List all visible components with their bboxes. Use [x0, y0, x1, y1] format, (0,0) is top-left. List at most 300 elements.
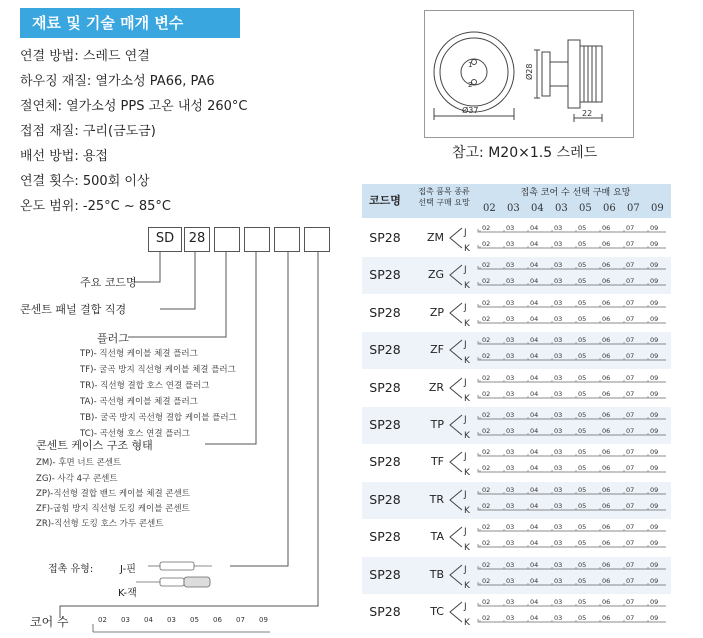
core-option: 04 [530, 261, 539, 270]
spec-wiring: 배선 방법: 용접 [20, 149, 108, 164]
row-options [446, 482, 671, 519]
plug-item: TA)- 곡선형 케이블 체결 플러그 [80, 397, 198, 407]
core-number: 02 [98, 616, 107, 624]
core-option: 06 [602, 523, 611, 532]
core-option: 06 [602, 224, 611, 232]
header-core-number: 02 [483, 203, 496, 214]
row-options [446, 519, 671, 556]
core-option: 02 [482, 485, 491, 494]
contact-k-label: K [464, 318, 470, 329]
core-option: 03 [506, 314, 515, 323]
core-option: 09 [650, 576, 659, 585]
row-type: TR [429, 492, 444, 506]
core-option: 03 [506, 240, 515, 248]
core-option: 07 [626, 427, 635, 435]
thread-note: 참고: M20×1.5 스레드 [452, 145, 598, 161]
core-option: 03 [554, 336, 563, 345]
core-option: 03 [554, 501, 563, 510]
core-option: 07 [626, 224, 635, 232]
row-type: TB [429, 567, 444, 581]
spec-insulator: 절연체: 열가소성 PPS 고온 내성 260°C [20, 99, 248, 114]
core-option: 09 [650, 614, 659, 622]
row-type: ZP [429, 305, 444, 319]
core-option: 04 [530, 389, 539, 398]
core-option: 05 [578, 598, 587, 606]
core-option: 04 [530, 352, 539, 361]
core-option: 02 [482, 336, 491, 345]
core-option: 05 [578, 448, 587, 457]
core-option: 04 [530, 224, 539, 232]
core-option: 07 [626, 389, 635, 398]
core-option: 02 [482, 224, 491, 232]
core-option: 03 [506, 485, 515, 494]
dim-length: 22 [582, 109, 593, 118]
core-option: 04 [530, 277, 539, 286]
core-option: 09 [650, 427, 659, 435]
contact-j-label: J [464, 302, 467, 313]
row-code: SP28 [369, 529, 401, 545]
core-option: 09 [650, 501, 659, 510]
core-option: 09 [650, 336, 659, 345]
core-option: 05 [578, 224, 587, 232]
core-option: 06 [602, 314, 611, 323]
table-row [362, 557, 671, 594]
core-option: 06 [602, 448, 611, 457]
core-option: 03 [506, 336, 515, 345]
row-code: SP28 [369, 454, 401, 470]
core-option: 02 [482, 411, 491, 419]
core-option: 05 [578, 576, 587, 585]
bracket-icon [450, 602, 462, 622]
core-option: 03 [554, 352, 563, 361]
pin-label: 1 [468, 61, 473, 69]
core-option: 09 [650, 523, 659, 532]
code-leader-lines [0, 0, 340, 638]
core-option: 02 [482, 261, 491, 270]
core-option: 05 [578, 298, 587, 307]
core-option: 04 [530, 298, 539, 307]
connector-drawing [424, 10, 634, 138]
contact-j-label: J [464, 527, 467, 538]
core-option: 03 [554, 389, 563, 398]
row-options [446, 370, 671, 407]
spec-cycles: 연결 횟수: 500회 이상 [20, 174, 150, 189]
core-option: 03 [554, 523, 563, 532]
socket-contact-icon [136, 577, 210, 587]
contact-j-label: J [464, 564, 467, 575]
contact-j-label: J [464, 602, 467, 612]
row-options [446, 295, 671, 332]
core-option: 05 [578, 411, 587, 419]
core-option: 02 [482, 539, 491, 548]
dim-inner-diameter: Ø28 [525, 63, 534, 80]
core-option: 05 [578, 240, 587, 248]
bracket-icon [450, 490, 462, 510]
table-row [362, 519, 671, 556]
core-option: 03 [554, 298, 563, 307]
core-option: 04 [530, 614, 539, 622]
core-option: 02 [482, 523, 491, 532]
core-option: 02 [482, 298, 491, 307]
bracket-icon [450, 265, 462, 285]
core-option: 02 [482, 427, 491, 435]
core-option: 03 [506, 448, 515, 457]
core-option: 05 [578, 539, 587, 548]
core-option: 04 [530, 314, 539, 323]
bracket-icon [450, 527, 462, 547]
core-number: 09 [259, 616, 268, 624]
contact-j-label: J [464, 415, 467, 425]
bracket-icon [450, 452, 462, 472]
core-option: 05 [578, 261, 587, 270]
socket-item: ZR)-직선형 도킹 호스 가두 콘센트 [36, 519, 164, 529]
core-option: 04 [530, 373, 539, 382]
header-core-number: 07 [627, 203, 640, 214]
pin-label: 2 [468, 81, 473, 89]
table-row [362, 407, 671, 444]
plug-item: TB)- 굴곡 방지 곡선형 결합 케이블 플러그 [80, 413, 237, 423]
code-box-diameter: 28 [184, 227, 210, 252]
core-option: 04 [530, 411, 539, 419]
row-code: SP28 [369, 566, 401, 582]
label-socket-type: 콘센트 케이스 구조 형태 [36, 439, 153, 452]
table-row [362, 482, 671, 519]
core-option: 03 [554, 314, 563, 323]
core-option: 09 [650, 485, 659, 494]
bracket-icon [450, 565, 462, 585]
label-core-count: 코어 수 [30, 615, 69, 629]
row-type: TC [430, 605, 444, 618]
core-option: 06 [602, 240, 611, 248]
core-option: 03 [506, 560, 515, 569]
core-option: 06 [602, 501, 611, 510]
core-option: 09 [650, 539, 659, 548]
core-option: 03 [554, 277, 563, 286]
core-option: 05 [578, 427, 587, 435]
core-option: 04 [530, 560, 539, 569]
core-option: 02 [482, 501, 491, 510]
core-option: 09 [650, 277, 659, 286]
row-code: SP28 [369, 304, 401, 320]
core-option: 06 [602, 261, 611, 270]
table-row [362, 257, 671, 294]
core-option: 09 [650, 464, 659, 473]
row-code: SP28 [369, 604, 401, 619]
core-option: 06 [602, 277, 611, 286]
core-option: 05 [578, 464, 587, 473]
contact-j-label: J [464, 265, 467, 276]
core-option: 03 [554, 427, 563, 435]
core-option: 06 [602, 427, 611, 435]
core-option: 07 [626, 560, 635, 569]
core-option: 04 [530, 427, 539, 435]
bracket-icon [450, 340, 462, 360]
core-option: 06 [602, 560, 611, 569]
core-option: 05 [578, 501, 587, 510]
core-option: 07 [626, 336, 635, 345]
spec-temperature: 온도 범위: -25°C ~ 85°C [20, 199, 171, 214]
core-option: 03 [506, 373, 515, 382]
core-option: 06 [602, 485, 611, 494]
socket-item: ZM)- 후면 너트 콘센트 [36, 458, 122, 468]
core-option: 03 [506, 298, 515, 307]
bracket-icon [450, 378, 462, 398]
row-type: ZG [427, 268, 444, 282]
core-option: 09 [650, 224, 659, 232]
core-option: 03 [554, 485, 563, 494]
core-option: 06 [602, 389, 611, 398]
core-option: 03 [506, 389, 515, 398]
label-main-code: 주요 코드명 [80, 276, 137, 289]
core-number: 03 [121, 616, 130, 624]
row-code: SP28 [369, 230, 401, 245]
header-core-number: 04 [531, 203, 544, 214]
contact-k-label: K [464, 468, 470, 479]
core-option: 04 [530, 485, 539, 494]
table-row [362, 332, 671, 369]
core-option: 02 [482, 598, 491, 606]
core-option: 07 [626, 576, 635, 585]
header-core-number: 06 [603, 203, 616, 214]
core-option: 07 [626, 352, 635, 361]
core-option: 03 [506, 411, 515, 419]
core-option: 07 [626, 485, 635, 494]
core-option: 09 [650, 560, 659, 569]
row-options [446, 332, 671, 369]
core-option: 05 [578, 485, 587, 494]
plug-item: TR)- 직선형 결합 호스 연결 플러그 [80, 381, 210, 391]
label-socket-contact: K-잭 [118, 588, 137, 599]
core-option: 04 [530, 576, 539, 585]
core-number: 03 [167, 616, 176, 624]
table-row [362, 295, 671, 332]
contact-k-label: K [464, 543, 470, 554]
core-option: 09 [650, 352, 659, 361]
core-option: 02 [482, 352, 491, 361]
core-option: 07 [626, 539, 635, 548]
core-option: 09 [650, 240, 659, 248]
core-option: 09 [650, 389, 659, 398]
core-option: 02 [482, 373, 491, 382]
row-options [446, 594, 671, 631]
core-option: 07 [626, 298, 635, 307]
core-option: 04 [530, 539, 539, 548]
plug-item: TF)- 굴곡 방지 직선형 케이블 체결 플러그 [80, 365, 236, 375]
socket-item: ZP)-직선형 결합 밴드 케이블 체결 콘센트 [36, 489, 191, 499]
row-options [446, 407, 671, 444]
core-option: 03 [506, 277, 515, 286]
core-option: 07 [626, 314, 635, 323]
row-code: SP28 [369, 491, 401, 507]
core-option: 03 [506, 501, 515, 510]
core-option: 03 [506, 539, 515, 548]
core-option: 03 [554, 240, 563, 248]
core-option: 03 [506, 261, 515, 270]
core-option: 02 [482, 389, 491, 398]
header-core-number: 05 [579, 203, 592, 214]
row-type: TP [430, 418, 444, 431]
core-option: 06 [602, 614, 611, 622]
contact-j-label: J [464, 489, 467, 500]
table-header [362, 184, 671, 218]
core-option: 05 [578, 352, 587, 361]
row-code: SP28 [369, 417, 401, 432]
core-option: 06 [602, 298, 611, 307]
bracket-icon [450, 415, 462, 435]
core-option: 05 [578, 277, 587, 286]
core-option: 04 [530, 464, 539, 473]
contact-k-label: K [464, 281, 470, 292]
core-option: 03 [554, 560, 563, 569]
row-code: SP28 [369, 342, 401, 358]
core-option: 05 [578, 389, 587, 398]
spec-connection: 연결 방법: 스레드 연결 [20, 49, 150, 64]
core-option: 05 [578, 314, 587, 323]
core-option: 04 [530, 336, 539, 345]
ordering-table [362, 184, 671, 628]
core-option: 03 [554, 576, 563, 585]
core-option: 06 [602, 411, 611, 419]
header-contact-type-line: 선택 구매 요망 [418, 198, 470, 207]
core-option: 09 [650, 598, 659, 606]
core-option: 05 [578, 523, 587, 532]
core-option: 04 [530, 523, 539, 532]
row-type: ZM [426, 231, 444, 244]
core-option: 07 [626, 240, 635, 248]
core-option: 02 [482, 560, 491, 569]
section-title: 재료 및 기술 매개 변수 [20, 8, 240, 38]
core-option: 06 [602, 576, 611, 585]
core-option: 09 [650, 373, 659, 382]
core-option: 06 [602, 352, 611, 361]
row-options [446, 444, 671, 481]
core-option: 03 [554, 539, 563, 548]
contact-j-label: J [464, 340, 467, 351]
row-options [446, 557, 671, 594]
row-code: SP28 [369, 267, 401, 283]
core-option: 07 [626, 373, 635, 382]
core-option: 06 [602, 539, 611, 548]
core-option: 03 [554, 448, 563, 457]
pin-contact-icon [148, 562, 212, 570]
core-option: 06 [602, 373, 611, 382]
contact-k-label: K [464, 356, 470, 367]
core-option: 02 [482, 448, 491, 457]
label-pin: J-핀 [120, 564, 136, 575]
core-option: 05 [578, 373, 587, 382]
core-option: 07 [626, 523, 635, 532]
table-row [362, 594, 671, 631]
core-number: 04 [144, 616, 153, 624]
core-option: 03 [554, 373, 563, 382]
core-option: 02 [482, 464, 491, 473]
core-option: 06 [602, 598, 611, 606]
core-option: 09 [650, 411, 659, 419]
bracket-icon [450, 228, 462, 248]
core-option: 04 [530, 598, 539, 606]
socket-item: ZF)-굽힘 방지 직선형 도킹 케이블 콘센트 [36, 504, 190, 514]
plug-item: TP)- 직선형 케이블 체결 플러그 [80, 349, 198, 359]
core-option: 02 [482, 576, 491, 585]
core-option: 07 [626, 411, 635, 419]
code-box-series: SD [148, 227, 182, 252]
core-option: 09 [650, 261, 659, 270]
core-option: 07 [626, 464, 635, 473]
label-plug: 플러그 [97, 332, 129, 345]
core-option: 02 [482, 614, 491, 622]
contact-j-label: J [464, 228, 467, 238]
core-option: 03 [554, 261, 563, 270]
header-contact-type-line: 접촉 품목 종류 [418, 187, 470, 196]
spec-contact: 접점 재질: 구리(금도금) [20, 124, 156, 139]
core-option: 02 [482, 277, 491, 286]
contact-k-label: K [464, 431, 470, 441]
core-option: 04 [530, 240, 539, 248]
contact-k-label: K [464, 393, 470, 404]
core-option: 03 [506, 464, 515, 473]
core-option: 05 [578, 614, 587, 622]
core-option: 05 [578, 560, 587, 569]
core-option: 03 [554, 464, 563, 473]
core-option: 03 [506, 224, 515, 232]
header-core-number: 09 [651, 203, 664, 214]
core-option: 07 [626, 598, 635, 606]
table-row [362, 220, 671, 257]
core-option: 03 [554, 598, 563, 606]
core-number: 05 [190, 616, 199, 624]
core-option: 03 [554, 614, 563, 622]
socket-item: ZG)- 사각 4구 콘센트 [36, 474, 118, 484]
core-option: 09 [650, 298, 659, 307]
contact-k-label: K [464, 505, 470, 516]
row-type: ZR [428, 380, 444, 394]
core-option: 07 [626, 501, 635, 510]
core-number: 07 [236, 616, 245, 624]
core-option: 04 [530, 501, 539, 510]
bracket-icon [450, 303, 462, 323]
core-number: 06 [213, 616, 222, 624]
label-panel-diameter: 콘센트 패널 결합 직경 [20, 303, 127, 316]
header-core-number: 03 [555, 203, 568, 214]
core-option: 07 [626, 277, 635, 286]
core-option: 03 [554, 224, 563, 232]
core-option: 02 [482, 240, 491, 248]
core-option: 09 [650, 314, 659, 323]
row-type: TF [430, 455, 444, 469]
row-options [446, 220, 671, 257]
label-contact-type: 접촉 유형: [48, 564, 94, 575]
contact-j-label: J [464, 452, 467, 463]
contact-k-label: K [464, 244, 470, 254]
core-option: 09 [650, 448, 659, 457]
core-option: 06 [602, 336, 611, 345]
core-option: 03 [506, 576, 515, 585]
row-code: SP28 [369, 379, 401, 395]
core-option: 03 [506, 614, 515, 622]
core-option: 07 [626, 261, 635, 270]
core-option: 03 [554, 411, 563, 419]
core-option: 05 [578, 336, 587, 345]
contact-k-label: K [464, 618, 470, 628]
dim-outer-diameter: Ø37 [462, 106, 479, 115]
row-type: TA [430, 530, 444, 544]
header-contact-type [410, 186, 478, 208]
core-option: 07 [626, 448, 635, 457]
core-option: 07 [626, 614, 635, 622]
table-row [362, 370, 671, 407]
contact-k-label: K [464, 580, 470, 591]
plug-item: TC)- 곡선형 호스 연결 플러그 [80, 429, 190, 439]
